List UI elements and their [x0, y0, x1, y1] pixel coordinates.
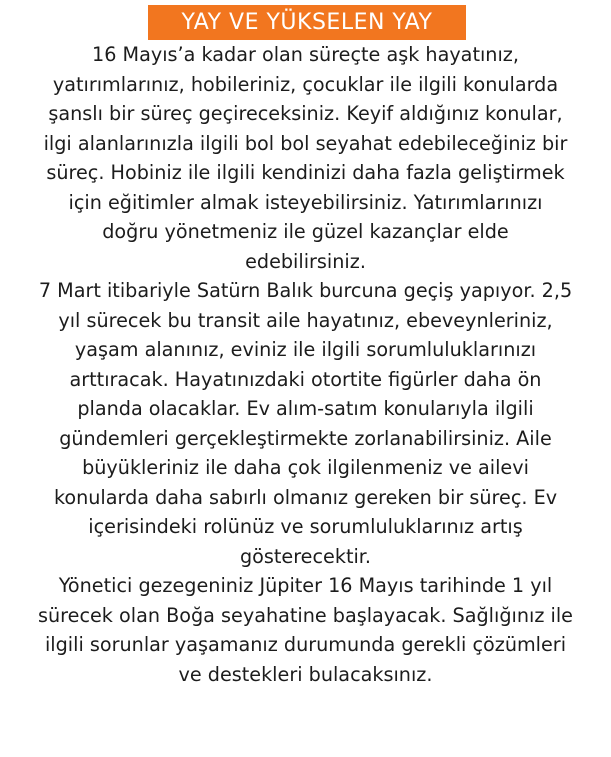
text-line: arttıracak. Hayatınızdaki otortite figürler daha ön: [69, 367, 542, 391]
text-line: için eğitimler almak isteyebilirsiniz. Yatırımlarınızı: [68, 190, 543, 214]
text-line: planda olacaklar. Ev alım-satım konularıyla ilgili: [77, 397, 534, 420]
text-line: ilgi alanlarınızla ilgili bol bol seyahat edebileceğiniz bir: [43, 131, 568, 155]
text-line: doğru yönetmeniz ile güzel kazançlar elde: [102, 220, 509, 243]
text-line: ilgili sorunlar yaşamanız durumunda gerekli çözümleri: [44, 633, 567, 656]
text-line: büyükleriniz ile daha çok ilgilenmeniz ve ailevi: [82, 456, 529, 479]
text-line: süreç. Hobiniz ile ilgili kendinizi daha fazla geliştirmek: [46, 161, 565, 184]
text-line: içerisindeki rolünüz ve sorumluluklarınız artış: [88, 515, 523, 538]
text-line: 7 Mart itibariyle Satürn Balık burcuna geçiş yapıyor. 2,5: [38, 279, 573, 302]
text-line: yatırımlarınız, hobileriniz, çocuklar ile ilgili konularda: [52, 72, 559, 96]
text-line: yıl sürecek bu transit aile hayatınız, ebeveynleriniz,: [58, 308, 553, 332]
text-line: Yönetici gezegeniniz Jüpiter 16 Mayıs tarihinde 1 yıl: [58, 574, 553, 597]
text-line: ve destekleri bulacaksınız.: [178, 662, 433, 686]
text-line: gündemleri gerçekleştirmekte zorlanabilirsiniz. Aile: [59, 426, 552, 450]
text-line: 16 Mayıs’a kadar olan süreçte aşk hayatınız,: [92, 43, 519, 66]
text-line: edebilirsiniz.: [245, 249, 366, 273]
text-line: konularda daha sabırlı olmanız gereken bir süreç. Ev: [53, 485, 558, 509]
text-line: şanslı bir süreç geçireceksiniz. Keyif aldığınız konular,: [48, 102, 563, 125]
title-banner: [148, 5, 466, 40]
text-line: sürecek olan Boğa seyahatine başlayacak. Sağlığınız ile: [38, 603, 573, 627]
text-line: yaşam alanınız, eviniz ile ilgili sorumluluklarınızı: [74, 338, 537, 361]
page-title: YAY VE YÜKSELEN YAY: [181, 10, 433, 35]
body-text: [4, 40, 607, 689]
text-line: gösterecektir.: [239, 544, 372, 568]
